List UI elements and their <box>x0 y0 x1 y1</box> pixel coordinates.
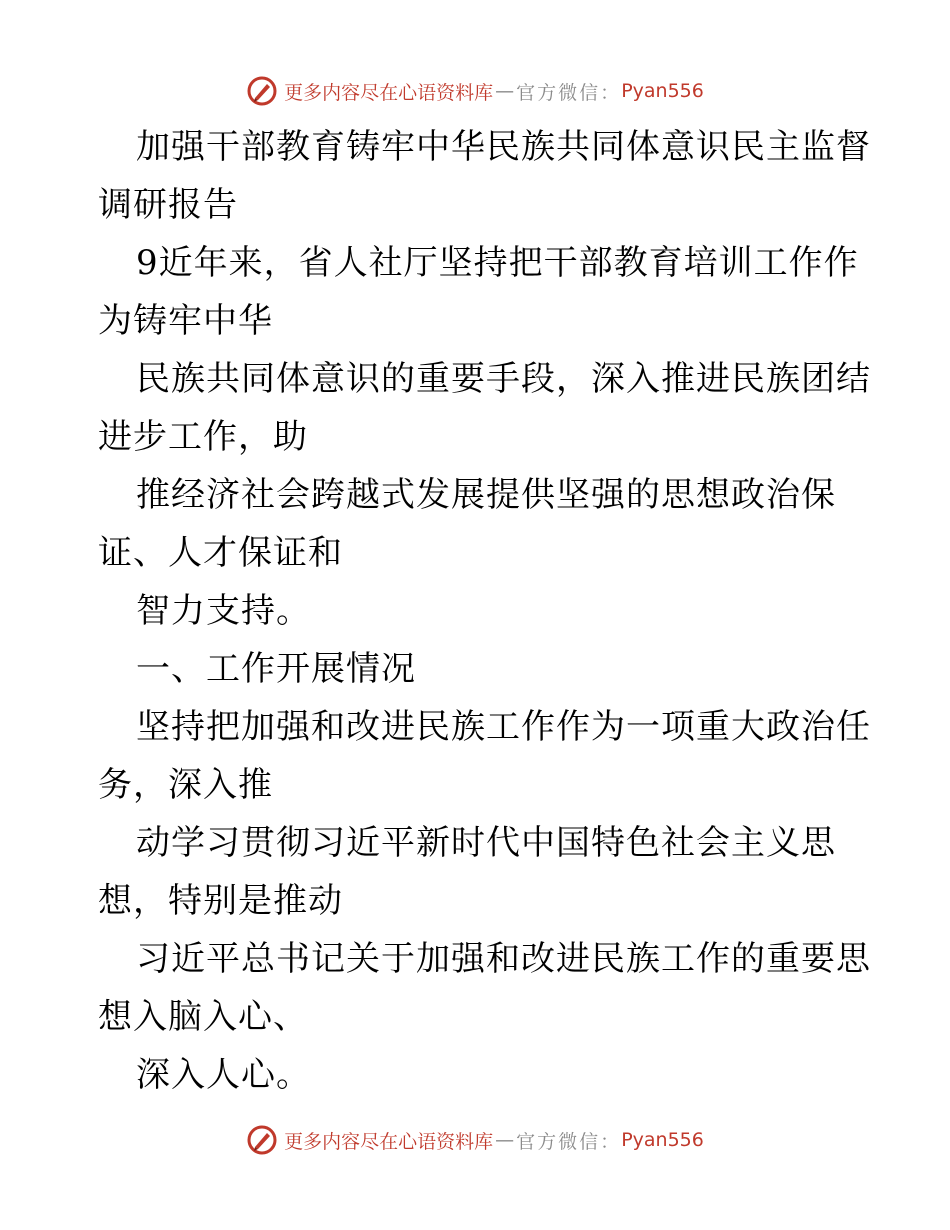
text-line: 想入脑入心、 <box>98 997 308 1037</box>
text-line: 智力支持。 <box>136 591 311 631</box>
text-line: 加强干部教育铸牢中华民族共同体意识民主监督 <box>136 127 871 167</box>
header-watermark-banner <box>0 71 950 111</box>
header-banner-wechat-label: 官方微信： <box>516 81 622 104</box>
footer-banner-text: 更多内容尽在心语资料库 <box>284 1130 494 1153</box>
text-line: 动学习贯彻习近平新时代中国特色社会主义思 <box>136 823 836 863</box>
footer-banner-separator: — <box>495 1129 515 1151</box>
text-line: 深入人心。 <box>136 1055 311 1095</box>
pen-logo-icon <box>246 1124 278 1156</box>
text-line: 务，深入推 <box>98 765 273 805</box>
footer-banner-account: Pyan556 <box>621 1129 704 1151</box>
text-line: 坚持把加强和改进民族工作作为一项重大政治任 <box>136 707 871 747</box>
footer-banner-wechat-label: 官方微信： <box>516 1130 622 1153</box>
text-line: 想，特别是推动 <box>98 881 343 921</box>
header-banner-separator: — <box>495 80 515 102</box>
text-line: 民族共同体意识的重要手段，深入推进民族团结 <box>136 359 871 399</box>
text-line: 一、工作开展情况 <box>136 649 416 689</box>
header-banner-text: 更多内容尽在心语资料库 <box>284 81 494 104</box>
text-line: 为铸牢中华 <box>98 301 273 341</box>
text-line: 习近平总书记关于加强和改进民族工作的重要思 <box>136 939 871 979</box>
text-line: 进步工作，助 <box>98 417 308 457</box>
text-line: 推经济社会跨越式发展提供坚强的思想政治保 <box>136 475 836 515</box>
text-line: 证、人才保证和 <box>98 533 343 573</box>
header-banner-account: Pyan556 <box>621 80 704 102</box>
document-body <box>98 118 871 1104</box>
footer-watermark-banner <box>0 1120 950 1160</box>
text-line: 调研报告 <box>98 185 238 225</box>
pen-logo-icon <box>246 75 278 107</box>
text-line: 9近年来，省人社厅坚持把干部教育培训工作作 <box>136 243 859 283</box>
